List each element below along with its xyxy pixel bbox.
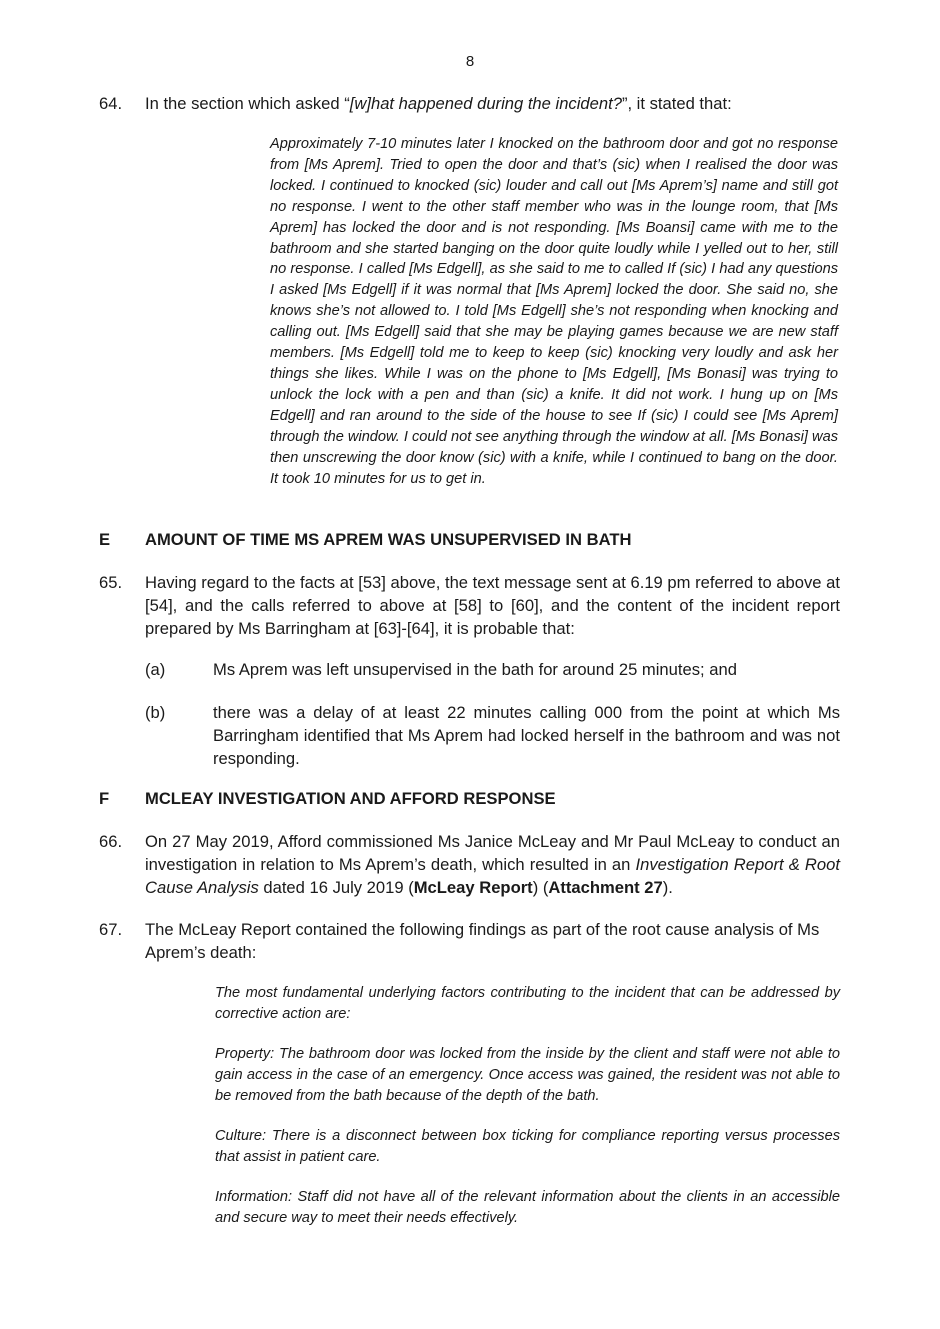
list-item-label: (a) [145,660,166,679]
page-number: 8 [465,53,475,70]
p66-text-d: ). [662,878,673,897]
findings-quote-intro: The most fundamental underlying factors contributing to the incident that can be addressed by corrective action are: [215,985,840,1022]
paragraph-67-text: The McLeay Report contained the following findings as part of the root cause analysis of Ms Aprem’s death: [145,920,820,962]
intro-text-end: ”, it stated that: [621,94,732,113]
section-letter-f: F [99,789,110,808]
p66-text-a: On 27 May 2019, Afford commissioned Ms Janice McLeay and Mr Paul McLeay to conduct an investigation in relation to Ms Aprem’s death, which resulted in an [145,832,840,874]
list-item-label: (b) [145,703,166,722]
p66-text-c: ) ( [532,878,549,897]
paragraph-66-text [145,830,840,899]
paragraph-number-65: 65. [99,573,123,592]
paragraph-number-67: 67. [99,920,123,939]
section-letter-e: E [99,530,111,549]
list-item-text: there was a delay of at least 22 minutes calling 000 from the point at which Ms Barringham identified that Ms Aprem had locked herself in the bathroom and was not responding. [213,703,840,768]
paragraph-number-64: 64. [99,94,123,113]
findings-quote-information: Information: Staff did not have all of the relevant information about the clients in an accessible and secure way to meet their needs effectively. [215,1189,840,1226]
incident-report-quote: Approximately 7-10 minutes later I knocked on the bathroom door and got no response from [Ms Aprem]. Tried to open the door and that’s (sic) when I realised the door was locked. I continued to knocked (sic) louder and call out [Ms Aprem’s] name and still got no response. I went to the other staff member who was in the lounge room, that [Ms Aprem] has locked the door and is not responding. [Ms Boansi] came with me to the bathroom and she started banging on the door quite loudly while I yelled out to her, still no response. I called [Ms Edgell], as she said to me to called If (sic) I had any questions I asked [Ms Edgell] if it was normal that [Ms Aprem] locked the door. She said no, she knows she’s not allowed to. I told [Ms Edgell] she’s not responding when knocking and calling out. [Ms Edgell] said that she may be playing games because we are new staff members. [Ms Edgell] told me to keep to keep (sic) knocking very loudly and ask her things she likes. While I was on the phone to [Ms Edgell], [Ms Bonasi] was trying to unlock the lock with a pen and than (sic) a knife. It did not work. I hung up on [Ms Edgell] and ran around to the side of the house to see If (sic) I could see [Ms Aprem] through the window. I could not see anything through the window at all. [Ms Bonasi] was then unscrewing the door know (sic) with a knife, while I continued to bang on the door. It took 10 minutes for us to get in. [270,136,838,487]
section-heading-e: AMOUNT OF TIME MS APREM WAS UNSUPERVISED IN BATH [145,530,632,549]
paragraph-65-text: Having regard to the facts at [53] above, the text message sent at 6.19 pm referred to above at [54], and the calls referred to above at [58] to [60], and the content of the incident report prepared by Ms Barringham at [63]-[64], it is probable that: [145,573,840,638]
paragraph-64-intro [145,92,845,115]
intro-italic: [w]hat happened during the incident? [349,94,622,113]
intro-text: In the section which asked “ [145,94,350,113]
findings-quote-property: Property: The bathroom door was locked from the inside by the client and staff were not able to gain access in the case of an emergency. Once access was gained, the resident was not able to be removed from the bath because of the depth of the bath. [215,1046,840,1104]
mcleay-report-bold: McLeay Report [413,878,533,897]
paragraph-number-66: 66. [99,832,123,851]
findings-quote-culture: Culture: There is a disconnect between box ticking for compliance reporting versus processes that assist in patient care. [215,1128,840,1165]
section-heading-f: MCLEAY INVESTIGATION AND AFFORD RESPONSE [145,789,556,808]
attachment-bold: Attachment 27 [548,878,663,897]
p66-text-b: dated 16 July 2019 ( [258,878,414,897]
list-item-text: Ms Aprem was left unsupervised in the bath for around 25 minutes; and [213,660,737,679]
report-title-italic: Investigation Report & Root Cause Analysis [145,855,840,897]
